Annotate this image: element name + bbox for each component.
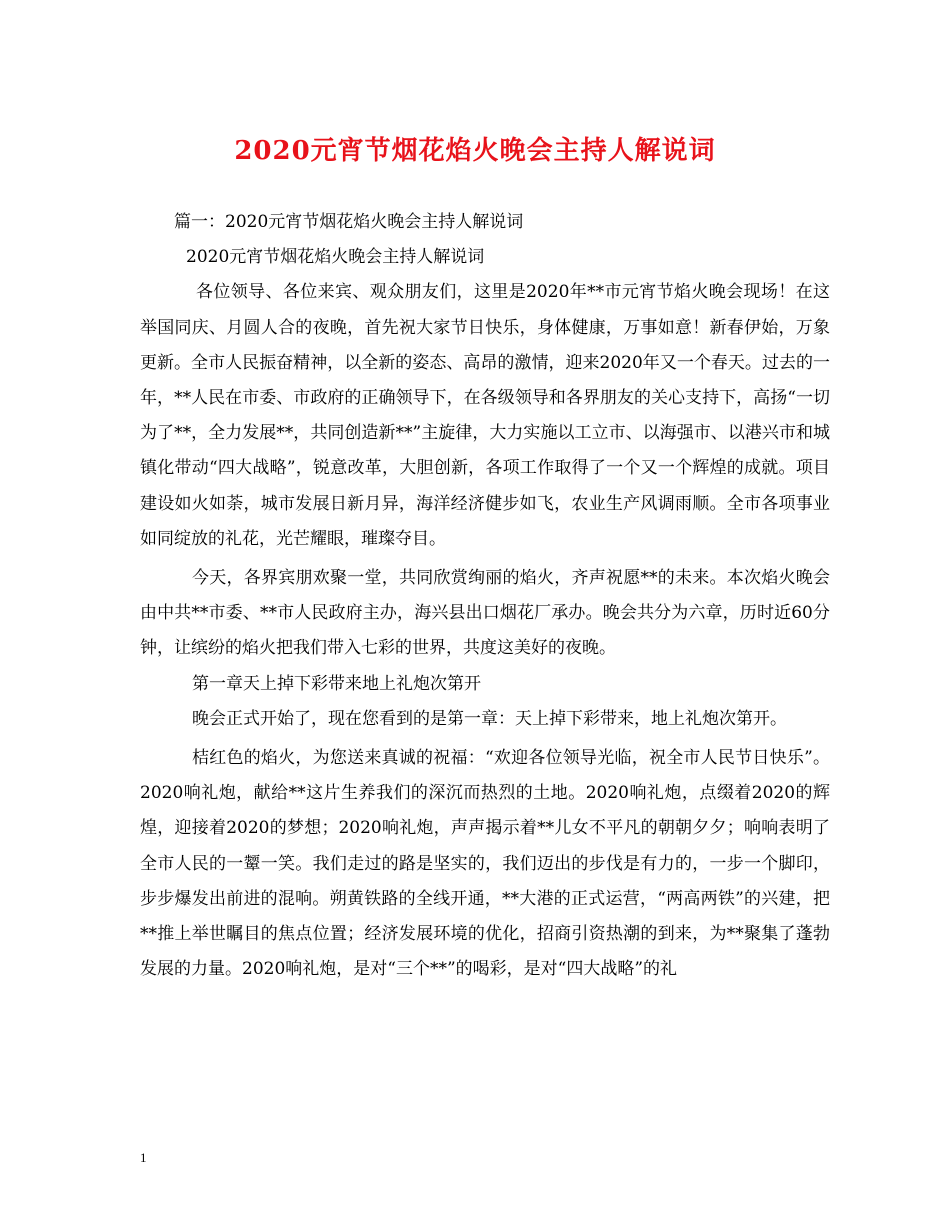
document-title: 2020元宵节烟花焰火晚会主持人解说词 [234, 136, 716, 166]
paragraph-intro: 各位领导、各位来宾、观众朋友们，这里是2020年**市元宵节焰火晚会现场！在这举国同庆、月圆人合的夜晚，首先祝大家节日快乐，身体健康，万事如意！新春伊始，万象更新。全市人民振奋精神，以全新的姿态、高昂的激情，迎来2020年又一个春天。过去的一年，**人民在市委、市政府的正确领导下，在各级领导和各界朋友的关心支持下，高扬“一切为了**，全力发展**，共同创造新**”主旋律，大力实施以工立市、以海强市、以港兴市和城镇化带动“四大战略”，锐意改革，大胆创新，各项工作取得了一个又一个辉煌的成就。项目建设如火如荼，城市发展日新月异，海洋经济健步如飞，农业生产风调雨顺。全市各项事业如同绽放的礼花，光芒耀眼，璀璨夺目。 [140, 282, 830, 549]
paragraph-salute: 桔红色的焰火，为您送来真诚的祝福：“欢迎各位领导光临，祝全市人民节日快乐”。2020响礼炮，献给**这片生养我们的深沉而热烈的土地。2020响礼炮，点缀着2020的辉煌，迎接着2020的梦想；2020响礼炮，声声揭示着**儿女不平凡的朝朝夕夕；响响表明了全市人民的一颦一笑。我们走过的路是坚实的，我们迈出的步伐是有力的，一步一个脚印，步步爆发出前进的混响。朔黄铁路的全线开通，**大港的正式运营，“两高两铁”的兴建，把**推上举世瞩目的焦点位置；经济发展环境的优化，招商引资热潮的到来，为**聚集了蓬勃发展的力量。2020响礼炮，是对“三个**”的喝彩，是对“四大战略”的礼 [140, 748, 830, 980]
sub-title: 2020元宵节烟花焰火晚会主持人解说词 [186, 247, 485, 268]
paragraph-chapter-start: 晚会正式开始了，现在您看到的是第一章：天上掉下彩带来，地上礼炮次第开。 [192, 708, 787, 729]
document-body [140, 205, 830, 987]
page-number: 1 [140, 1150, 147, 1165]
chapter-heading: 第一章天上掉下彩带来地上礼炮次第开 [192, 673, 481, 694]
section-heading: 篇一：2020元宵节烟花焰火晚会主持人解说词 [174, 212, 524, 232]
paragraph-overview: 今天，各界宾朋欢聚一堂，共同欣赏绚丽的焰火，齐声祝愿**的未来。本次焰火晚会由中共**市委、**市人民政府主办，海兴县出口烟花厂承办。晚会共分为六章，历时近60分钟，让缤纷的焰火把我们带入七彩的世界，共度这美好的夜晚。 [140, 568, 830, 659]
